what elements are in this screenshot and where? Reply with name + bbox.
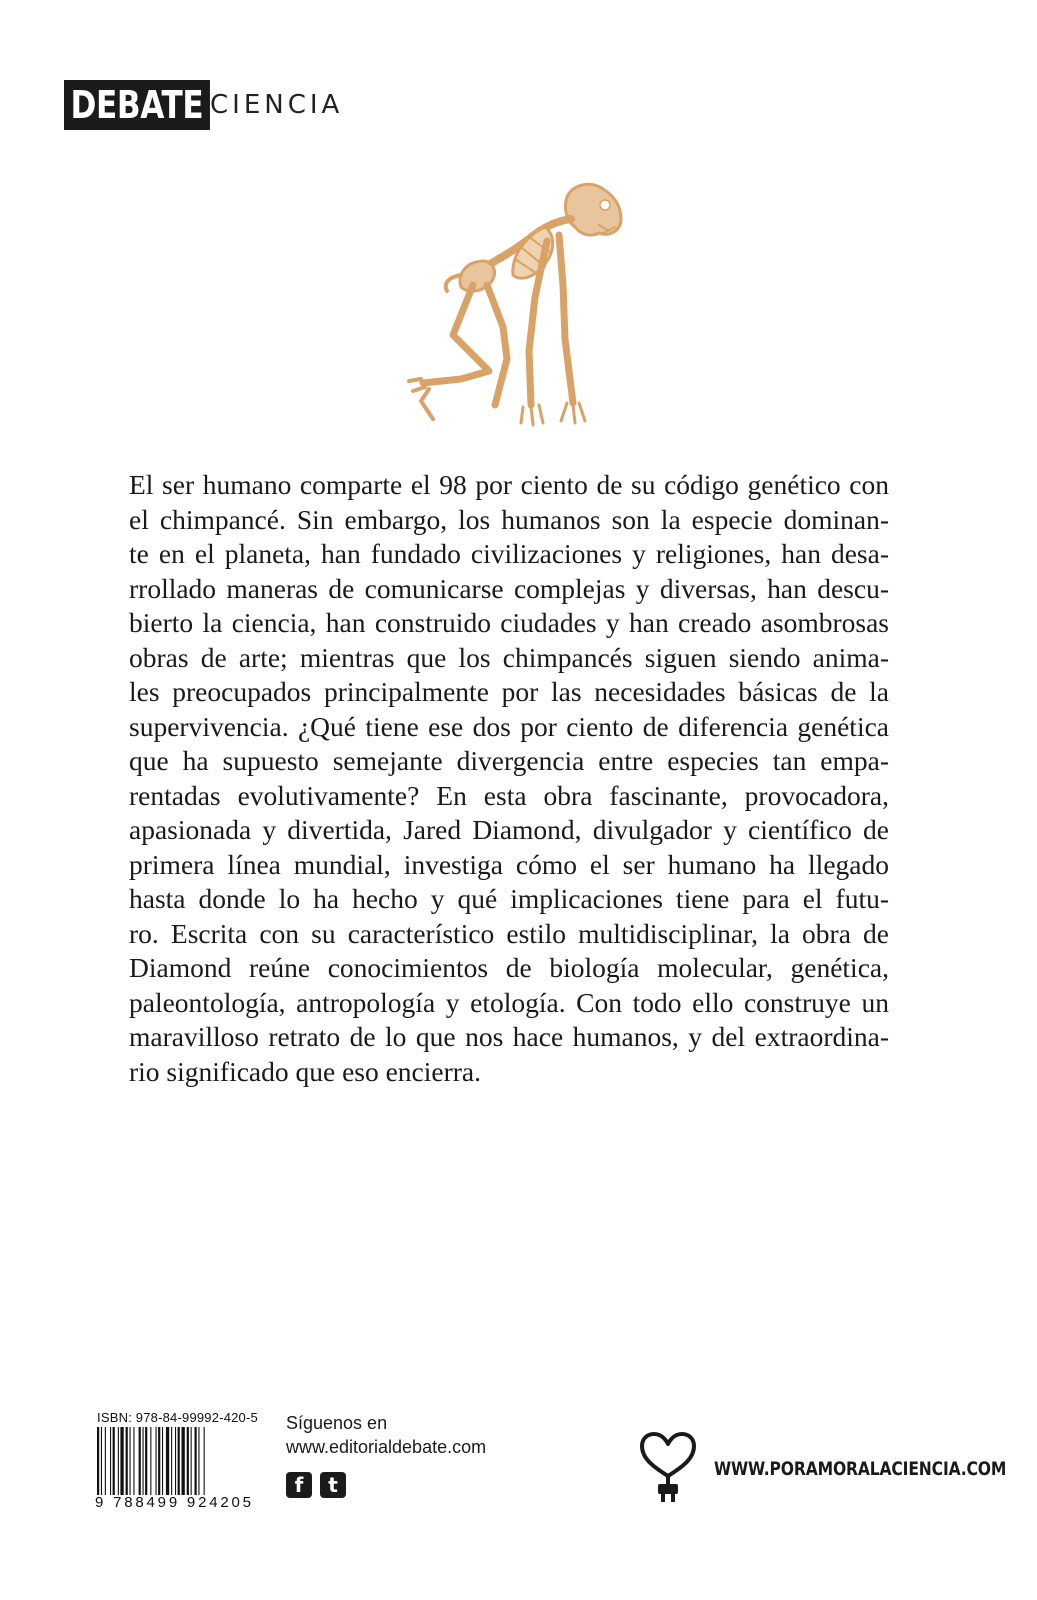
- blurb-line: rrollado maneras de comunicarse complejas y diversas, han descu-: [129, 572, 889, 604]
- blurb-line: rentadas evolutivamente? En esta obra fascinante, provocadora,: [129, 779, 889, 811]
- barcode-bar: [175, 1427, 176, 1495]
- barcode-bar: [178, 1427, 180, 1495]
- barcode: [95, 1427, 255, 1495]
- follow-label: Síguenos en: [286, 1413, 388, 1433]
- publisher-logo: [64, 80, 344, 130]
- barcode-bar: [130, 1427, 131, 1495]
- back-cover-blurb: [129, 468, 889, 1089]
- barcode-bar: [143, 1427, 144, 1495]
- blurb-line: supervivencia. ¿Qué tiene ese dos por ciento de diferencia genética: [129, 710, 889, 742]
- blurb-line: que ha supuesto semejante divergencia entre especies tan empa-: [129, 745, 889, 776]
- barcode-digits: 9 788499 924205: [95, 1494, 254, 1511]
- barcode-bar: [113, 1427, 115, 1495]
- chimpanzee-skeleton-icon: [395, 175, 655, 435]
- barcode-bar: [110, 1427, 111, 1495]
- blurb-line: paleontología, antropología y etología. Con todo ello construye un: [129, 986, 889, 1018]
- heart-plug-icon: [638, 1432, 698, 1504]
- barcode-bar: [150, 1427, 151, 1495]
- blurb-line: maravilloso retrato de lo que nos hace humanos, y del extraordina-: [129, 1021, 889, 1052]
- barcode-bar: [139, 1427, 141, 1495]
- barcode-bar: [97, 1427, 99, 1495]
- barcode-bar: [187, 1427, 189, 1495]
- blurb-line: les preocupados principalmente por las necesidades básicas de la: [129, 676, 889, 707]
- barcode-bar: [204, 1427, 205, 1495]
- blurb-line: rio significado que eso encierra.: [129, 1055, 482, 1087]
- barcode-bar: [198, 1427, 199, 1495]
- follow-url-link[interactable]: www.editorialdebate.com: [286, 1437, 487, 1457]
- barcode-bar: [158, 1427, 160, 1495]
- logo-collection: CIENCIA: [210, 90, 344, 120]
- social-icons: [286, 1472, 486, 1498]
- blurb-line: bierto la ciencia, han construido ciudades y han creado asombrosas: [129, 607, 889, 638]
- isbn-barcode-block: [95, 1410, 260, 1511]
- barcode-bar: [191, 1427, 192, 1495]
- blurb-line: el chimpancé. Sin embargo, los humanos son la especie dominan-: [129, 503, 889, 535]
- barcode-bar: [118, 1427, 119, 1495]
- blurb-line: obras de arte; mientras que los chimpancés siguen siendo anima-: [129, 641, 889, 673]
- blurb-line: primera línea mundial, investiga cómo el ser humano ha llegado: [129, 848, 889, 880]
- barcode-bar: [101, 1427, 102, 1495]
- campaign-url-link[interactable]: WWW.PORAMORALACIENCIA.COM: [714, 1458, 1007, 1480]
- barcode-bar: [120, 1427, 123, 1495]
- blurb-line: apasionada y divertida, Jared Diamond, divulgador y científico de: [129, 814, 889, 845]
- blurb-line: hasta donde lo ha hecho y qué implicaciones tiene para el futu-: [129, 883, 889, 914]
- barcode-bar: [156, 1427, 157, 1495]
- blurb-line: Diamond reúne conocimientos de biología molecular, genética,: [129, 952, 889, 983]
- twitter-icon[interactable]: t: [320, 1472, 346, 1498]
- barcode-bar: [162, 1427, 163, 1495]
- barcode-bar: [166, 1427, 169, 1495]
- barcode-bar: [145, 1427, 147, 1495]
- barcode-bar: [195, 1427, 197, 1495]
- barcode-bar: [133, 1427, 134, 1495]
- barcode-bar: [105, 1427, 106, 1495]
- logo-brand: DEBATE: [64, 80, 210, 130]
- blurb-line: El ser humano comparte el 98 por ciento de su código genético con: [129, 469, 889, 500]
- facebook-icon[interactable]: f: [286, 1472, 312, 1498]
- barcode-bar: [171, 1427, 172, 1495]
- blurb-line: te en el planeta, han fundado civilizaciones y religiones, han desa-: [129, 538, 889, 569]
- barcode-bar: [126, 1427, 128, 1495]
- follow-us-block: [286, 1411, 486, 1498]
- barcode-bar: [182, 1427, 185, 1495]
- blurb-line: ro. Escrita con su característico estilo multidisciplinar, la obra de: [129, 917, 889, 949]
- isbn-label: ISBN: 978-84-99992-420-5: [97, 1410, 258, 1425]
